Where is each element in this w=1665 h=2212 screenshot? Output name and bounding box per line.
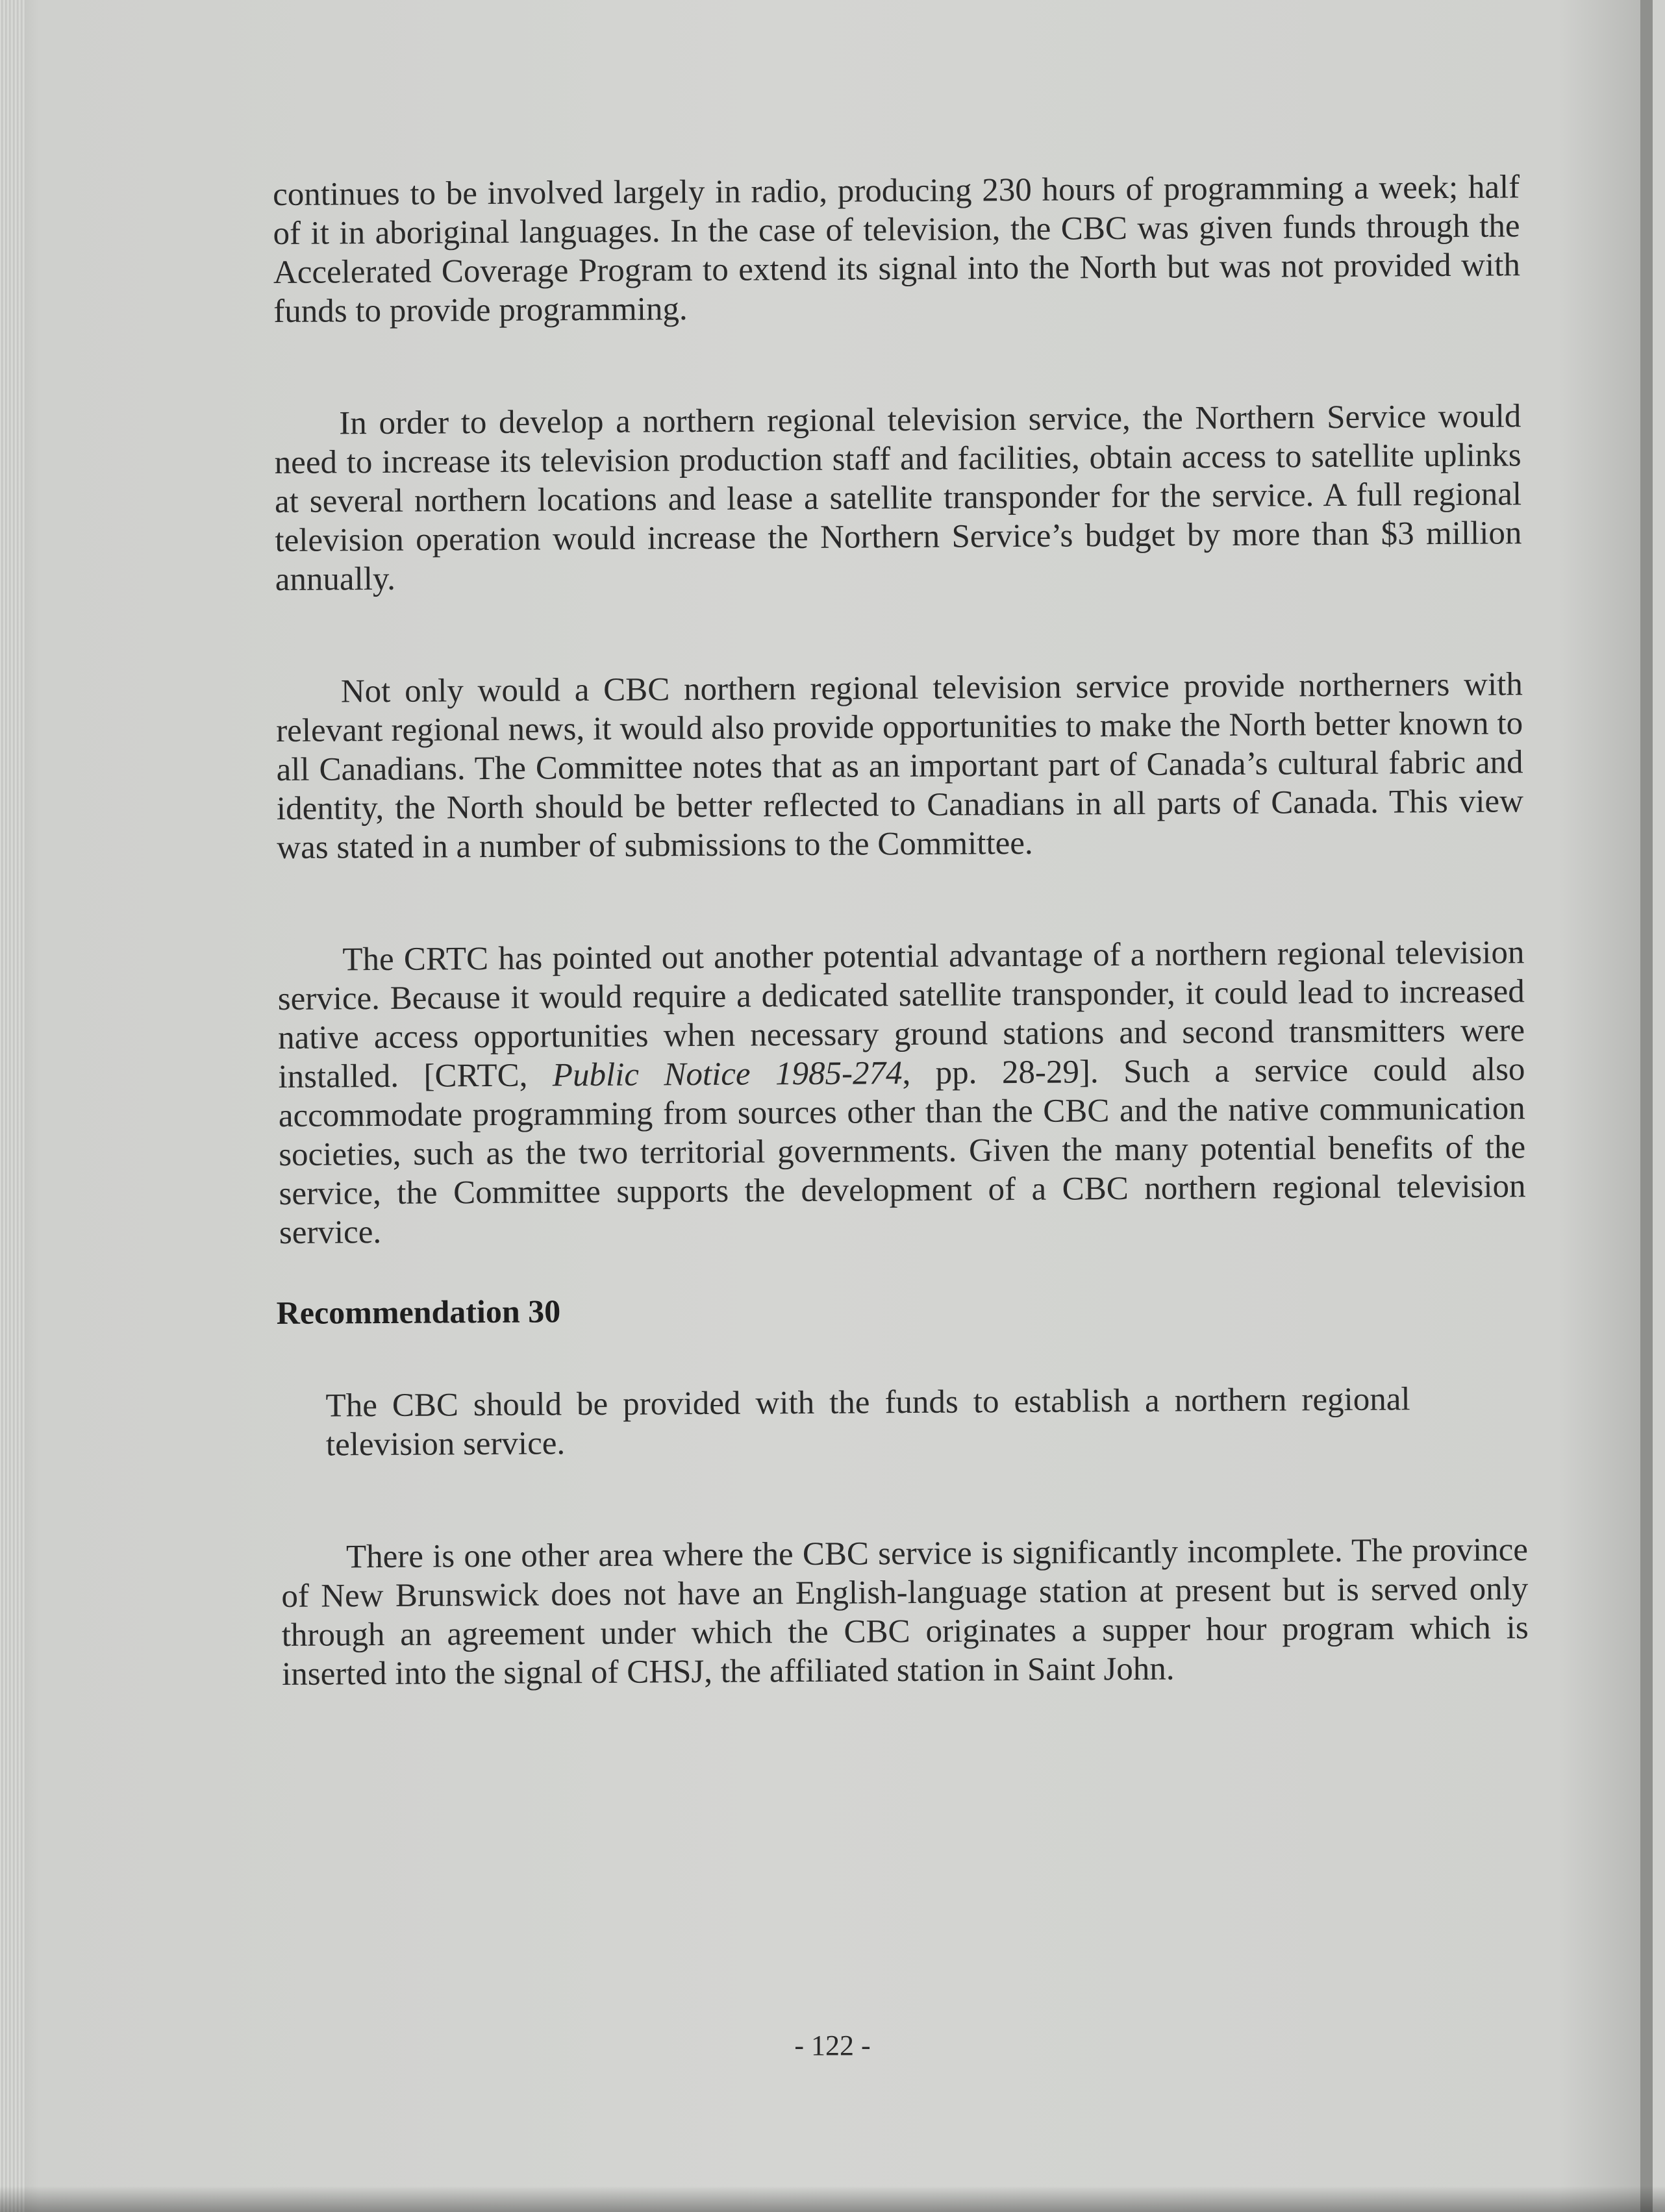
document-body bbox=[273, 168, 1529, 1767]
paragraph-regional-news: Not only would a CBC northern regional television service provide northerners with relevant regional news, it would also provide opportunities to make the North better known to all Canadians. The Committee notes that as an important part of Canada’s cultural fabric and identity, the North should be better reflected to Canadians in all parts of Canada. This view was stated in a number of submissions to the Committee. bbox=[276, 666, 1524, 866]
recommendation-text: The CBC should be provided with the funds to establish a northern regional television service. bbox=[325, 1381, 1410, 1463]
paragraph-new-brunswick: There is one other area where the CBC service is significantly incomplete. The province of New Brunswick does not have an English-language station at present but is served only through an agreement under which the CBC originates a supper hour program which is inserted into the signal of CHSJ, the affiliated station in Saint John. bbox=[281, 1532, 1529, 1693]
crtc-text-before: The CRTC has pointed out another potential advantage of a northern regional television service. Because it would require a dedicated satellite transponder, it could lead to increased native access opportunities when necessary ground stations and second transmitters were installed. [CRTC, bbox=[277, 934, 1525, 1095]
page-number: - 122 - bbox=[794, 2030, 871, 2061]
page-edge-right bbox=[1640, 0, 1653, 2212]
paragraph-radio-programming: continues to be involved largely in radio, producing 230 hours of programming a week; half of it in aboriginal languages. In the case of television, the CBC was given funds through the Accelerated Coverage Program to extend its signal into the North but was not provided with funds to provide programming. bbox=[273, 169, 1521, 330]
crtc-text-after: , pp. 28-29]. Such a service could also accommodate programming from sources other than the CBC and the native communication societies, such as the two territorial governments. Given the many potential benefits of the service, the Committee supports the development of a CBC northern regional television service. bbox=[278, 1051, 1526, 1251]
paragraph-northern-service: In order to develop a northern regional television service, the Northern Service would need to increase its television production staff and facilities, obtain access to satellite uplinks at several northern locations and lease a satellite transponder for the service. A full regional television operation would increase the Northern Service’s budget by more than $3 million annually. bbox=[274, 398, 1522, 598]
bottom-shadow bbox=[0, 2186, 1665, 2212]
crtc-public-notice: Public Notice 1985-274 bbox=[552, 1055, 903, 1094]
paragraph-crtc bbox=[277, 933, 1526, 1252]
recommendation-heading: Recommendation 30 bbox=[276, 1293, 561, 1331]
page-edge-left bbox=[0, 0, 26, 2212]
